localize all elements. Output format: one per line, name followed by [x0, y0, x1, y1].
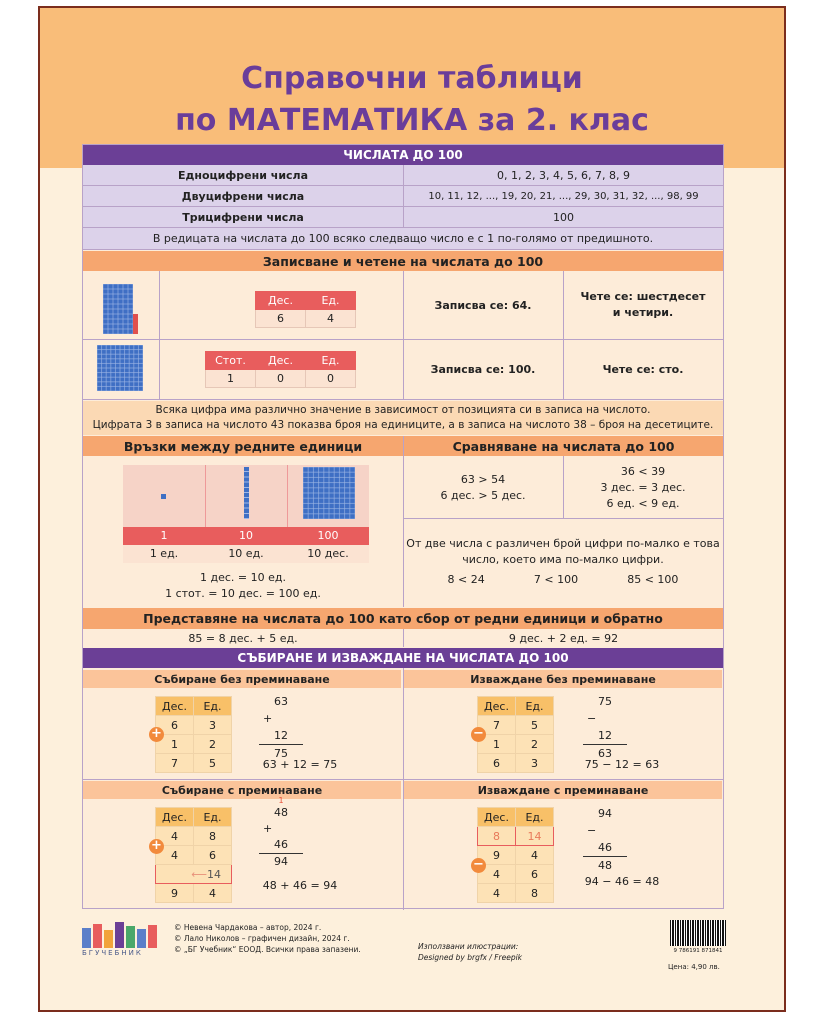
- row-one-digit: Едноцифрени числа 0, 1, 2, 3, 4, 5, 6, 7, 8, 9: [83, 165, 723, 186]
- add-no-carry-table: Дес. Ед. 6 3 1 2 7 5: [155, 696, 232, 773]
- sub-no-borrow-eq: 75 − 12 = 63: [584, 758, 660, 771]
- eq-hundred: 1 стот. = 10 дес. = 100 ед.: [165, 586, 321, 600]
- row-three-digit: Трицифрени числа 100: [83, 207, 723, 228]
- hundred-block-icon: [97, 345, 145, 393]
- unit-cube-icon: [161, 494, 166, 499]
- section-numbers-heading: ЧИСЛАТА ДО 100: [83, 145, 723, 165]
- add-carry-column: 1 48 + 46 94: [259, 797, 303, 870]
- tens-blocks-icon: [103, 284, 139, 336]
- page-title: Справочни таблици по МАТЕМАТИКА за 2. клас: [175, 61, 649, 138]
- compare-tens: 63 > 54 6 дес. > 5 дес.: [440, 473, 526, 502]
- minus-icon: −: [471, 727, 486, 742]
- reference-sheet: [82, 144, 724, 909]
- add-carry-table: Дес. Ед. 4 8 4 6 ⟵14 9 4: [155, 807, 232, 903]
- ten-rod-icon: [244, 467, 249, 519]
- sub-no-borrow-table: Дес. Ед. 7 5 1 2 6 3: [477, 696, 554, 773]
- digits-examples: 8 < 24 7 < 100 85 < 100: [447, 572, 679, 586]
- sub-borrow-table: Дес. Ед. 8 14 9 4 4 6 4 8: [477, 807, 554, 903]
- row-two-digit: Двуцифрени числа 10, 11, 12, ..., 19, 20, 21, ..., 29, 30, 31, 32, ..., 98, 99: [83, 186, 723, 207]
- poster-frame: [38, 6, 786, 1012]
- add-no-carry-column: 63 + 12 75: [259, 693, 303, 762]
- written-64: Записва се: 64.: [434, 298, 532, 312]
- sub-borrow-column: 94 − 46 48: [583, 805, 627, 874]
- section-sum-heading: Представяне на числата до 100 като сбор от редни единици и обратно: [83, 608, 723, 629]
- sum-right: 9 дес. + 2 ед. = 92: [403, 629, 723, 647]
- add-carry-title: Събиране с преминаване: [83, 781, 401, 799]
- illustrations-credit: Използвани илюстрации: Designed by brgfx / Freepik: [418, 942, 523, 962]
- digit-position-note: Всяка цифра има различно значение в зависимост от позицията си в записа на числото. Цифрата 3 в записа на числото 43 показва броя на единиците, а в записа на числото 38 – броя на десетиците.: [83, 401, 723, 435]
- barcode: 9 786191 871841: [670, 920, 726, 957]
- section-units-heading: Връзки между редните единици: [83, 436, 403, 456]
- add-no-carry-title: Събиране без преминаване: [83, 670, 401, 688]
- sequence-note: В редицата на числата до 100 всяко следващо число е с 1 по-голямо от предишното.: [83, 228, 723, 250]
- written-100: Записва се: 100.: [430, 362, 536, 376]
- credits: © Невена Чардакова – автор, 2024 г. © Лало Николов – графичен дизайн, 2024 г. © „БГ Учебник“ ЕООД. Всички права запазени.: [174, 923, 361, 954]
- sub-borrow-eq: 94 − 46 = 48: [584, 875, 660, 888]
- plus-icon: +: [149, 839, 164, 854]
- read-100: Чете се: сто.: [602, 362, 684, 376]
- digits-rule: От две числа с различен брой цифри по-малко е това число, което има по-малко цифри.: [406, 537, 720, 566]
- price: Цена: 4,90 лв.: [668, 963, 720, 971]
- publisher-logo: БГУЧЕБНИК: [82, 922, 164, 959]
- hundred-flat-icon: [303, 467, 355, 519]
- place-value-table-100: Стот. Дес. Ед. 1 0 0: [205, 351, 356, 388]
- sum-left: 85 = 8 дес. + 5 ед.: [188, 631, 298, 645]
- units-labels-row: 1 ед. 10 ед. 10 дес.: [123, 545, 369, 563]
- sub-borrow-title: Изваждане с преминаване: [404, 781, 722, 799]
- units-values-row: 1 10 100: [123, 527, 369, 545]
- sub-no-borrow-column: 75 − 12 63: [583, 693, 627, 762]
- sub-no-borrow-title: Изваждане без преминаване: [404, 670, 722, 688]
- minus-icon: −: [471, 858, 486, 873]
- section-compare-heading: Сравняване на числата до 100: [403, 436, 723, 456]
- section-write-read-heading: Записване и четене на числата до 100: [83, 251, 723, 271]
- section-add-sub-heading: СЪБИРАНЕ И ИЗВАЖДАНЕ НА ЧИСЛАТА ДО 100: [83, 648, 723, 668]
- compare-units: 36 < 39 3 дес. = 3 дес. 6 ед. < 9 ед.: [600, 465, 686, 510]
- add-no-carry-eq: 63 + 12 = 75: [262, 758, 338, 771]
- plus-icon: +: [149, 727, 164, 742]
- add-carry-eq: 48 + 46 = 94: [262, 879, 338, 892]
- place-value-table-64: Дес. Ед. 6 4: [255, 291, 356, 328]
- read-64: Чете се: шестдесет и четири.: [580, 290, 706, 319]
- eq-ten: 1 дес. = 10 ед.: [200, 570, 286, 584]
